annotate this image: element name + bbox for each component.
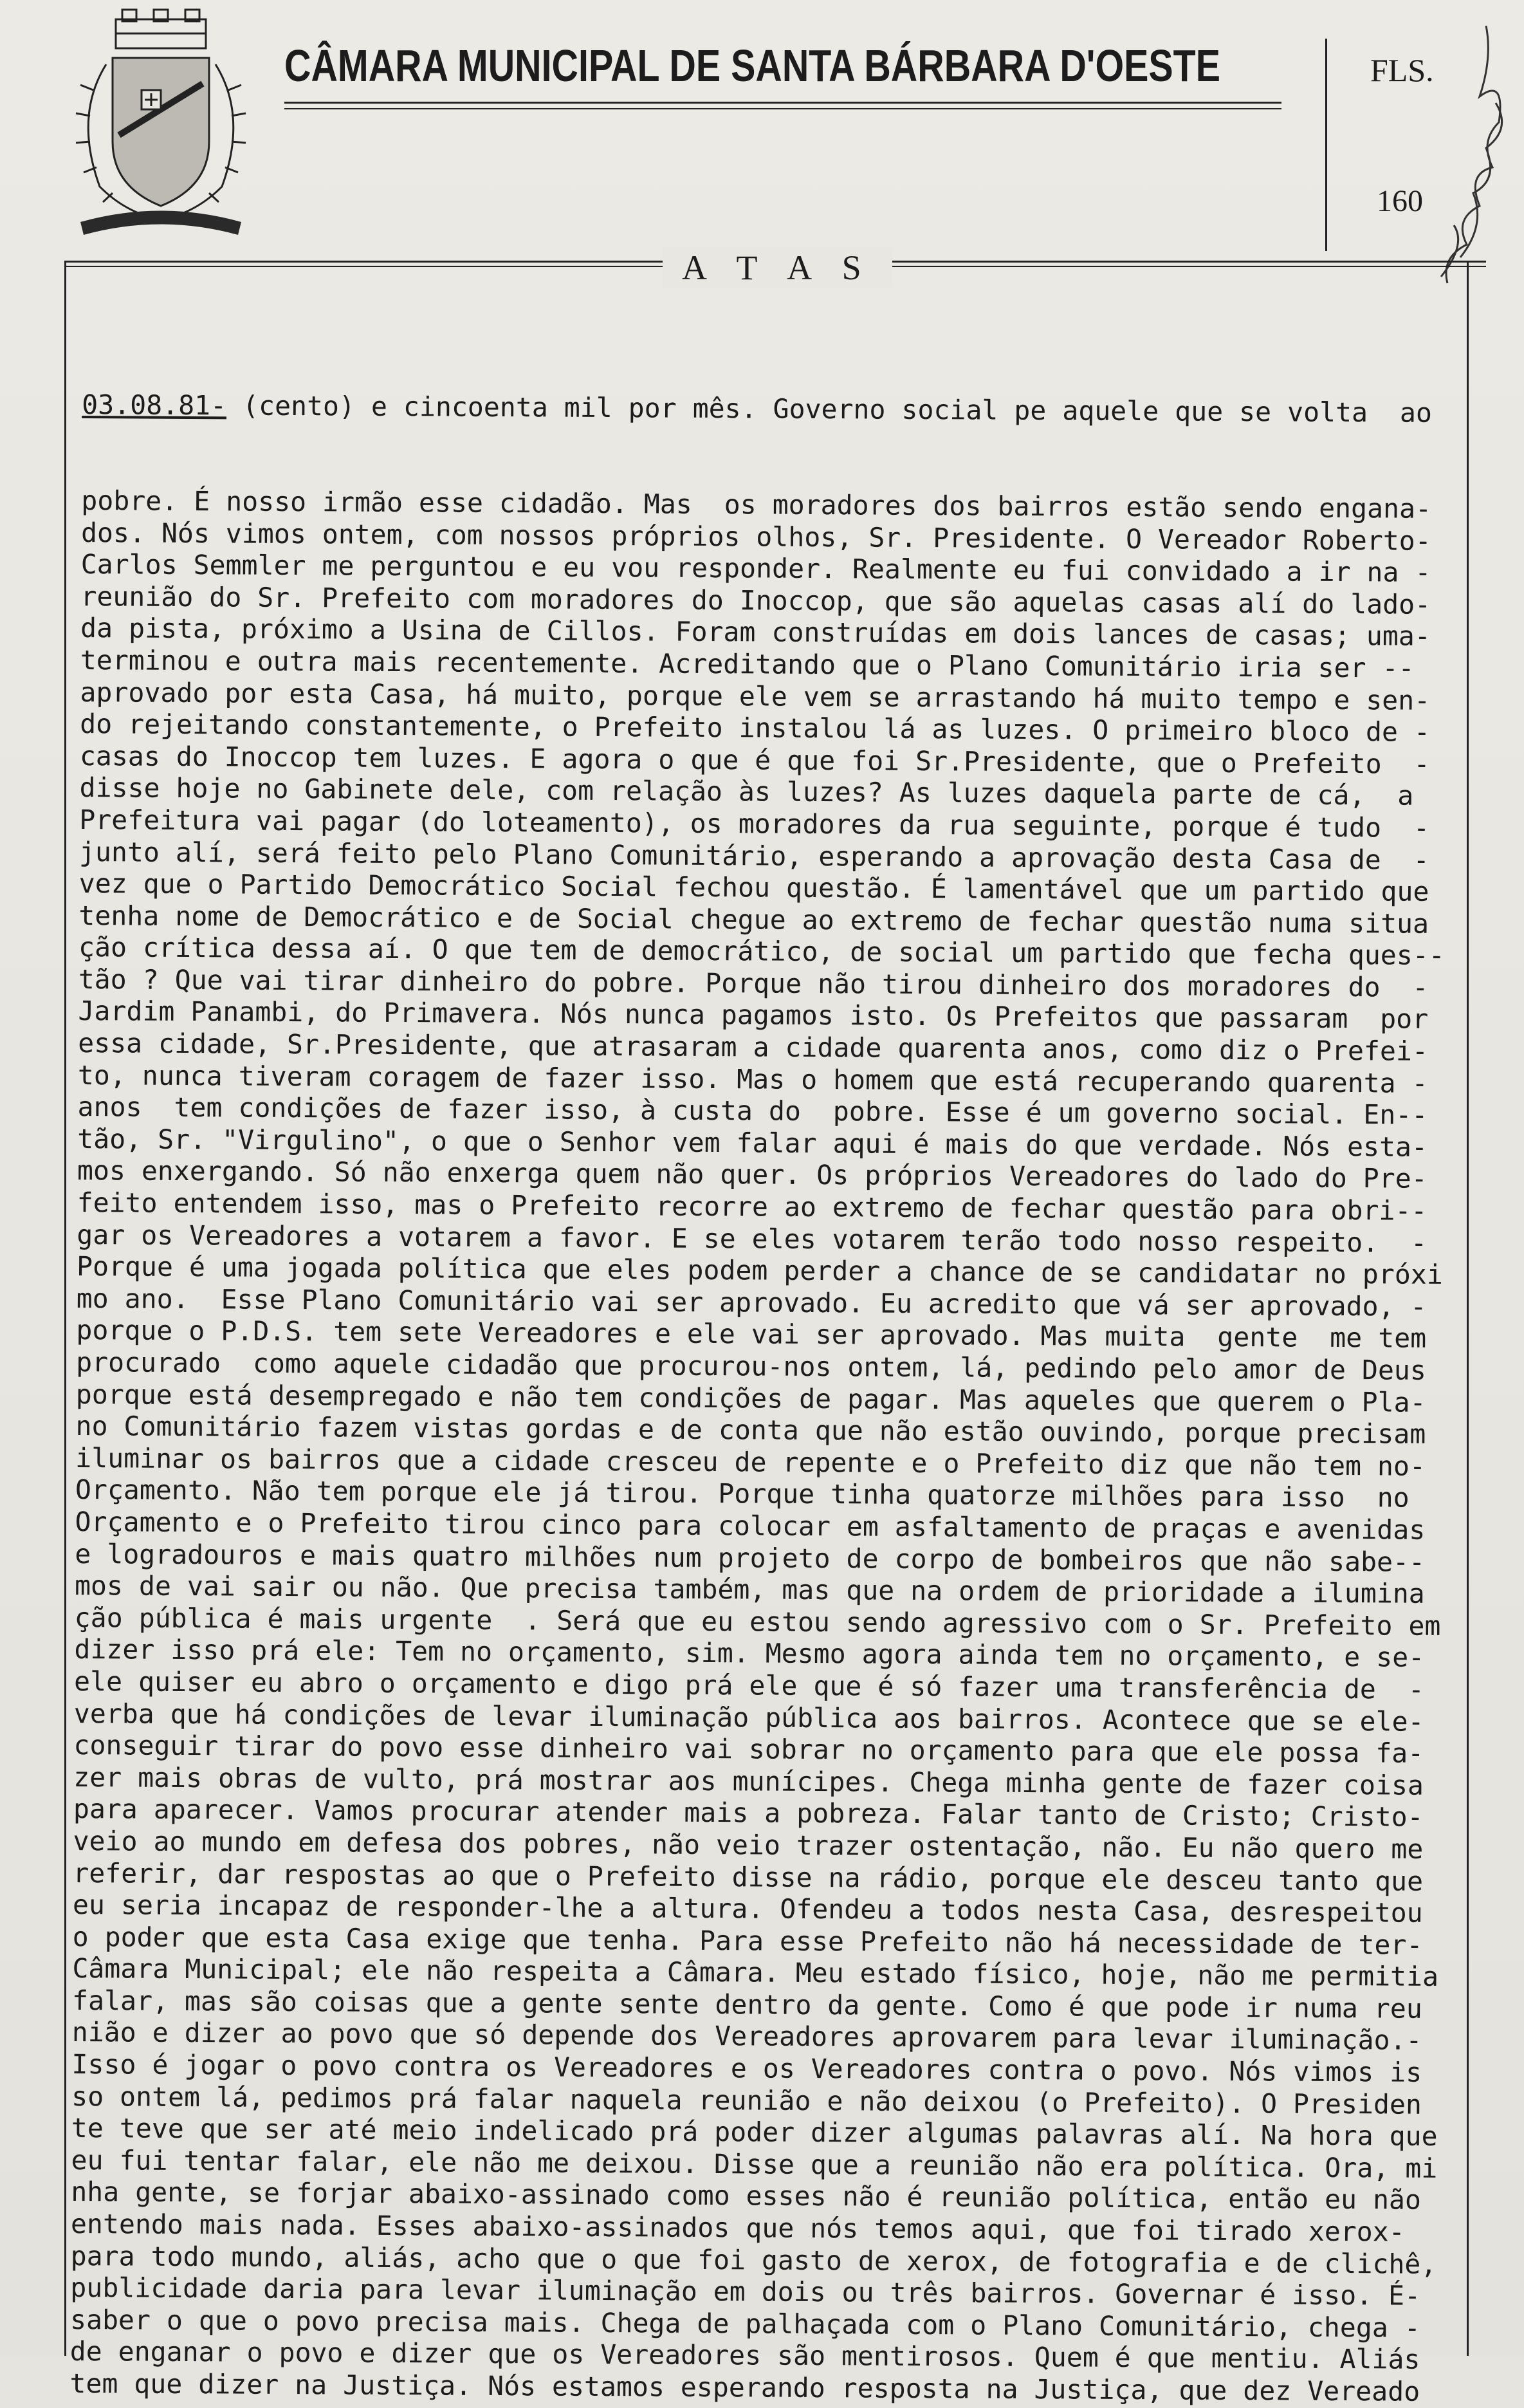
text-line: para aparecer. Vamos procurar atender mais a pobreza. Falar tanto de Cristo; Cristo- <box>73 1793 1424 1833</box>
fls-divider <box>1325 39 1327 251</box>
page-title: CÂMARA MUNICIPAL DE SANTA BÁRBARA D'OESTE <box>284 41 1221 91</box>
text-line: referir, dar respostas ao que o Prefeito disse na rádio, porque ele desceu tanto que <box>73 1857 1424 1897</box>
text-line: ção crítica dessa aí. O que tem de democrático, de social um partido que fecha ques-- <box>78 931 1445 972</box>
text-line: porque está desempregado e não tem condições de pagar. Mas aqueles que querem o Pla- <box>75 1378 1426 1418</box>
text-line: dos. Nós vimos ontem, com nossos próprios olhos, Sr. Presidente. O Vereador Roberto- <box>80 516 1431 557</box>
frame-border-left <box>64 261 66 2356</box>
title-rule <box>284 102 1281 104</box>
text-line: do rejeitando constantemente, o Prefeito instalou lá as luzes. O primeiro bloco de - <box>80 708 1431 748</box>
text-line: ele quiser eu abro o orçamento e digo prá ele que é só fazer uma transferência de - <box>73 1665 1424 1705</box>
text-line: pobre. É nosso irmão esse cidadão. Mas os moradores dos bairros estão sendo engana- <box>81 484 1432 524</box>
frame-border-right <box>1467 261 1469 2356</box>
text-line: casas do Inoccop tem luzes. E agora o que é que foi Sr.Presidente, que o Prefeito - <box>79 739 1430 780</box>
text-line: zer mais obras de vulto, prá mostrar aos munícipes. Chega minha gente de fazer coisa <box>73 1761 1424 1801</box>
handwritten-signature-icon <box>1402 13 1518 296</box>
text-line: porque o P.D.S. tem sete Vereadores e ele vai ser aprovado. Mas muita gente me tem <box>76 1314 1427 1355</box>
text-line: da pista, próximo a Usina de Cillos. Foram construídas em dois lances de casas; uma- <box>80 612 1431 653</box>
text-line: Porque é uma jogada política que eles podem perder a chance de se candidatar no próxi <box>76 1250 1443 1291</box>
page-number: 160 <box>1377 184 1423 218</box>
text-line: e logradouros e mais quatro milhões num projeto de corpo de bombeiros que não sabe-- <box>75 1537 1426 1578</box>
text-line: de enganar o povo e dizer que os Vereadores são mentirosos. Quem é que mentiu. Aliás <box>69 2335 1420 2376</box>
text-line <box>82 389 1458 429</box>
text-line: mos enxergando. Só não enxerga quem não quer. Os próprios Vereadores do lado do Pre- <box>77 1154 1428 1195</box>
text-line: disse hoje no Gabinete dele, com relação às luzes? As luzes daquela parte de cá, a <box>79 772 1414 811</box>
text-line: reunião do Sr. Prefeito com moradores do Inoccop, que são aquelas casas alí do lado- <box>80 580 1431 620</box>
text-line: entendo mais nada. Esses abaixo-assinados que nós temos aqui, que foi tirado xerox- <box>70 2207 1405 2248</box>
text-line-content: (cento) e cincoenta mil por mês. Governo social pe aquele que se volta ao <box>226 389 1433 429</box>
text-line: Prefeitura vai pagar (do loteamento), os moradores da rua seguinte, porque é tudo - <box>79 803 1430 844</box>
fls-label: FLS. <box>1370 52 1434 88</box>
text-line: o poder que esta Casa exige que tenha. Para esse Prefeito não há necessidade de ter- <box>72 1920 1423 1961</box>
text-line: Jardim Panambi, do Primavera. Nós nunca pagamos isto. Os Prefeitos que passaram por <box>78 995 1429 1035</box>
text-line: no Comunitário fazem vistas gordas e de conta que não estão ouvindo, porque precisam <box>75 1410 1426 1450</box>
text-line: Orçamento. Não tem porque ele já tirou. Porque tinha quatorze milhões para isso no <box>75 1474 1409 1514</box>
text-line: tão ? Que vai tirar dinheiro do pobre. Porque não tirou dinheiro dos moradores do - <box>78 963 1429 1003</box>
text-line: verba que há condições de levar iluminação pública aos bairros. Acontece que se ele- <box>73 1697 1424 1737</box>
text-line: publicidade daria para levar iluminação em dois ou três bairros. Governar é isso. É- <box>70 2272 1421 2311</box>
text-line: procurado como aquele cidadão que procurou-nos ontem, lá, pedindo pelo amor de Deus <box>76 1346 1427 1386</box>
text-line: Câmara Municipal; ele não respeita a Câmara. Meu estado físico, hoje, não me permitia <box>72 1952 1439 1993</box>
text-line: anos tem condições de fazer isso, à custa do pobre. Esse é um governo social. En-- <box>77 1091 1428 1131</box>
text-line: feito entendem isso, mas o Prefeito recorre ao extremo de fechar questão para obri-- <box>77 1187 1428 1227</box>
text-line: Isso é jogar o povo contra os Vereadores e os Vereadores contra o povo. Nós vimos is <box>71 2048 1422 2088</box>
text-line: eu seria incapaz de responder-lhe a altura. Ofendeu a todos nesta Casa, desrespeitou <box>72 1889 1423 1929</box>
text-line: Carlos Semmler me perguntou e eu vou responder. Realmente eu fui convidado a ir na - <box>80 548 1431 588</box>
minutes-text <box>69 325 1459 2408</box>
text-line: essa cidade, Sr.Presidente, que atrasaram a cidade quarenta anos, como diz o Prefei- <box>78 1027 1429 1067</box>
text-line: nha gente, se forjar abaixo-assinado como esses não é reunião política, então eu não <box>71 2176 1422 2216</box>
text-line: iluminar os bairros que a cidade cresceu de repente e o Prefeito diz que não tem no- <box>75 1441 1426 1482</box>
text-line: vez que o Partido Democrático Social fechou questão. É lamentável que um partido que <box>78 867 1429 907</box>
text-line: falar, mas são coisas que a gente sente dentro da gente. Como é que pode ir numa reu <box>71 1984 1422 2024</box>
text-line: tem que dizer na Justiça. Nós estamos esperando resposta na Justiça, que dez Vereado <box>69 2367 1420 2407</box>
text-line: mo ano. Esse Plano Comunitário vai ser aprovado. Eu acredito que vá ser aprovado, - <box>76 1282 1427 1322</box>
text-line: mos de vai sair ou não. Que precisa também, mas que na ordem de prioridade a ilumina <box>74 1570 1425 1609</box>
text-line: to, nunca tiveram coragem de fazer isso. Mas o homem que está recuperando quarenta - <box>77 1059 1428 1099</box>
entry-date: 03.08.81- <box>82 389 227 421</box>
text-line: terminou e outra mais recentemente. Acreditando que o Plano Comunitário iria ser -- <box>80 644 1415 684</box>
text-line: ção pública é mais urgente . Será que eu estou sendo agressivo com o Sr. Prefeito em <box>74 1601 1441 1642</box>
coat-of-arms-icon <box>68 6 254 238</box>
text-line: Orçamento e o Prefeito tirou cinco para colocar em asfaltamento de praças e avenidas <box>75 1505 1426 1546</box>
text-line: junto alí, será feito pelo Plano Comunitário, esperando a aprovação desta Casa de - <box>78 835 1429 876</box>
text-line: conseguir tirar do povo esse dinheiro vai sobrar no orçamento para que ele possa fa- <box>73 1729 1424 1769</box>
text-line: para todo mundo, aliás, acho que o que foi gasto de xerox, de fotografia e de clichê, <box>70 2239 1437 2280</box>
text-line: te teve que ser até meio indelicado prá poder dizer algumas palavras alí. Na hora que <box>71 2112 1438 2153</box>
section-heading: A T A S <box>663 248 892 288</box>
text-line: nião e dizer ao povo que só depende dos Vereadores aprovarem para levar iluminação.- <box>71 2016 1422 2057</box>
text-line: saber o que o povo precisa mais. Chega de palhaçada com o Plano Comunitário, chega - <box>69 2303 1420 2344</box>
text-line: gar os Vereadores a votarem a favor. E se eles votarem terão todo nosso respeito. - <box>77 1218 1428 1259</box>
text-line: tenha nome de Democrático e de Social chegue ao extremo de fechar questão numa situa <box>78 899 1429 940</box>
text-line: dizer isso prá ele: Tem no orçamento, sim. Mesmo agora ainda tem no orçamento, e se- <box>74 1633 1425 1674</box>
title-rule <box>284 108 1281 109</box>
text-line: tão, Sr. "Virgulino", o que o Senhor vem falar aqui é mais do que verdade. Nós esta- <box>77 1122 1428 1163</box>
text-line: veio ao mundo em defesa dos pobres, não veio trazer ostentação, não. Eu não quero me <box>73 1824 1424 1865</box>
text-line: eu fui tentar falar, ele não me deixou. Disse que a reunião não era política. Ora, mi <box>71 2144 1438 2184</box>
text-line: aprovado por esta Casa, há muito, porque ele vem se arrastando há muito tempo e sen- <box>80 676 1431 716</box>
text-line: so ontem lá, pedimos prá falar naquela reunião e não deixou (o Prefeito). O Presiden <box>71 2080 1422 2120</box>
